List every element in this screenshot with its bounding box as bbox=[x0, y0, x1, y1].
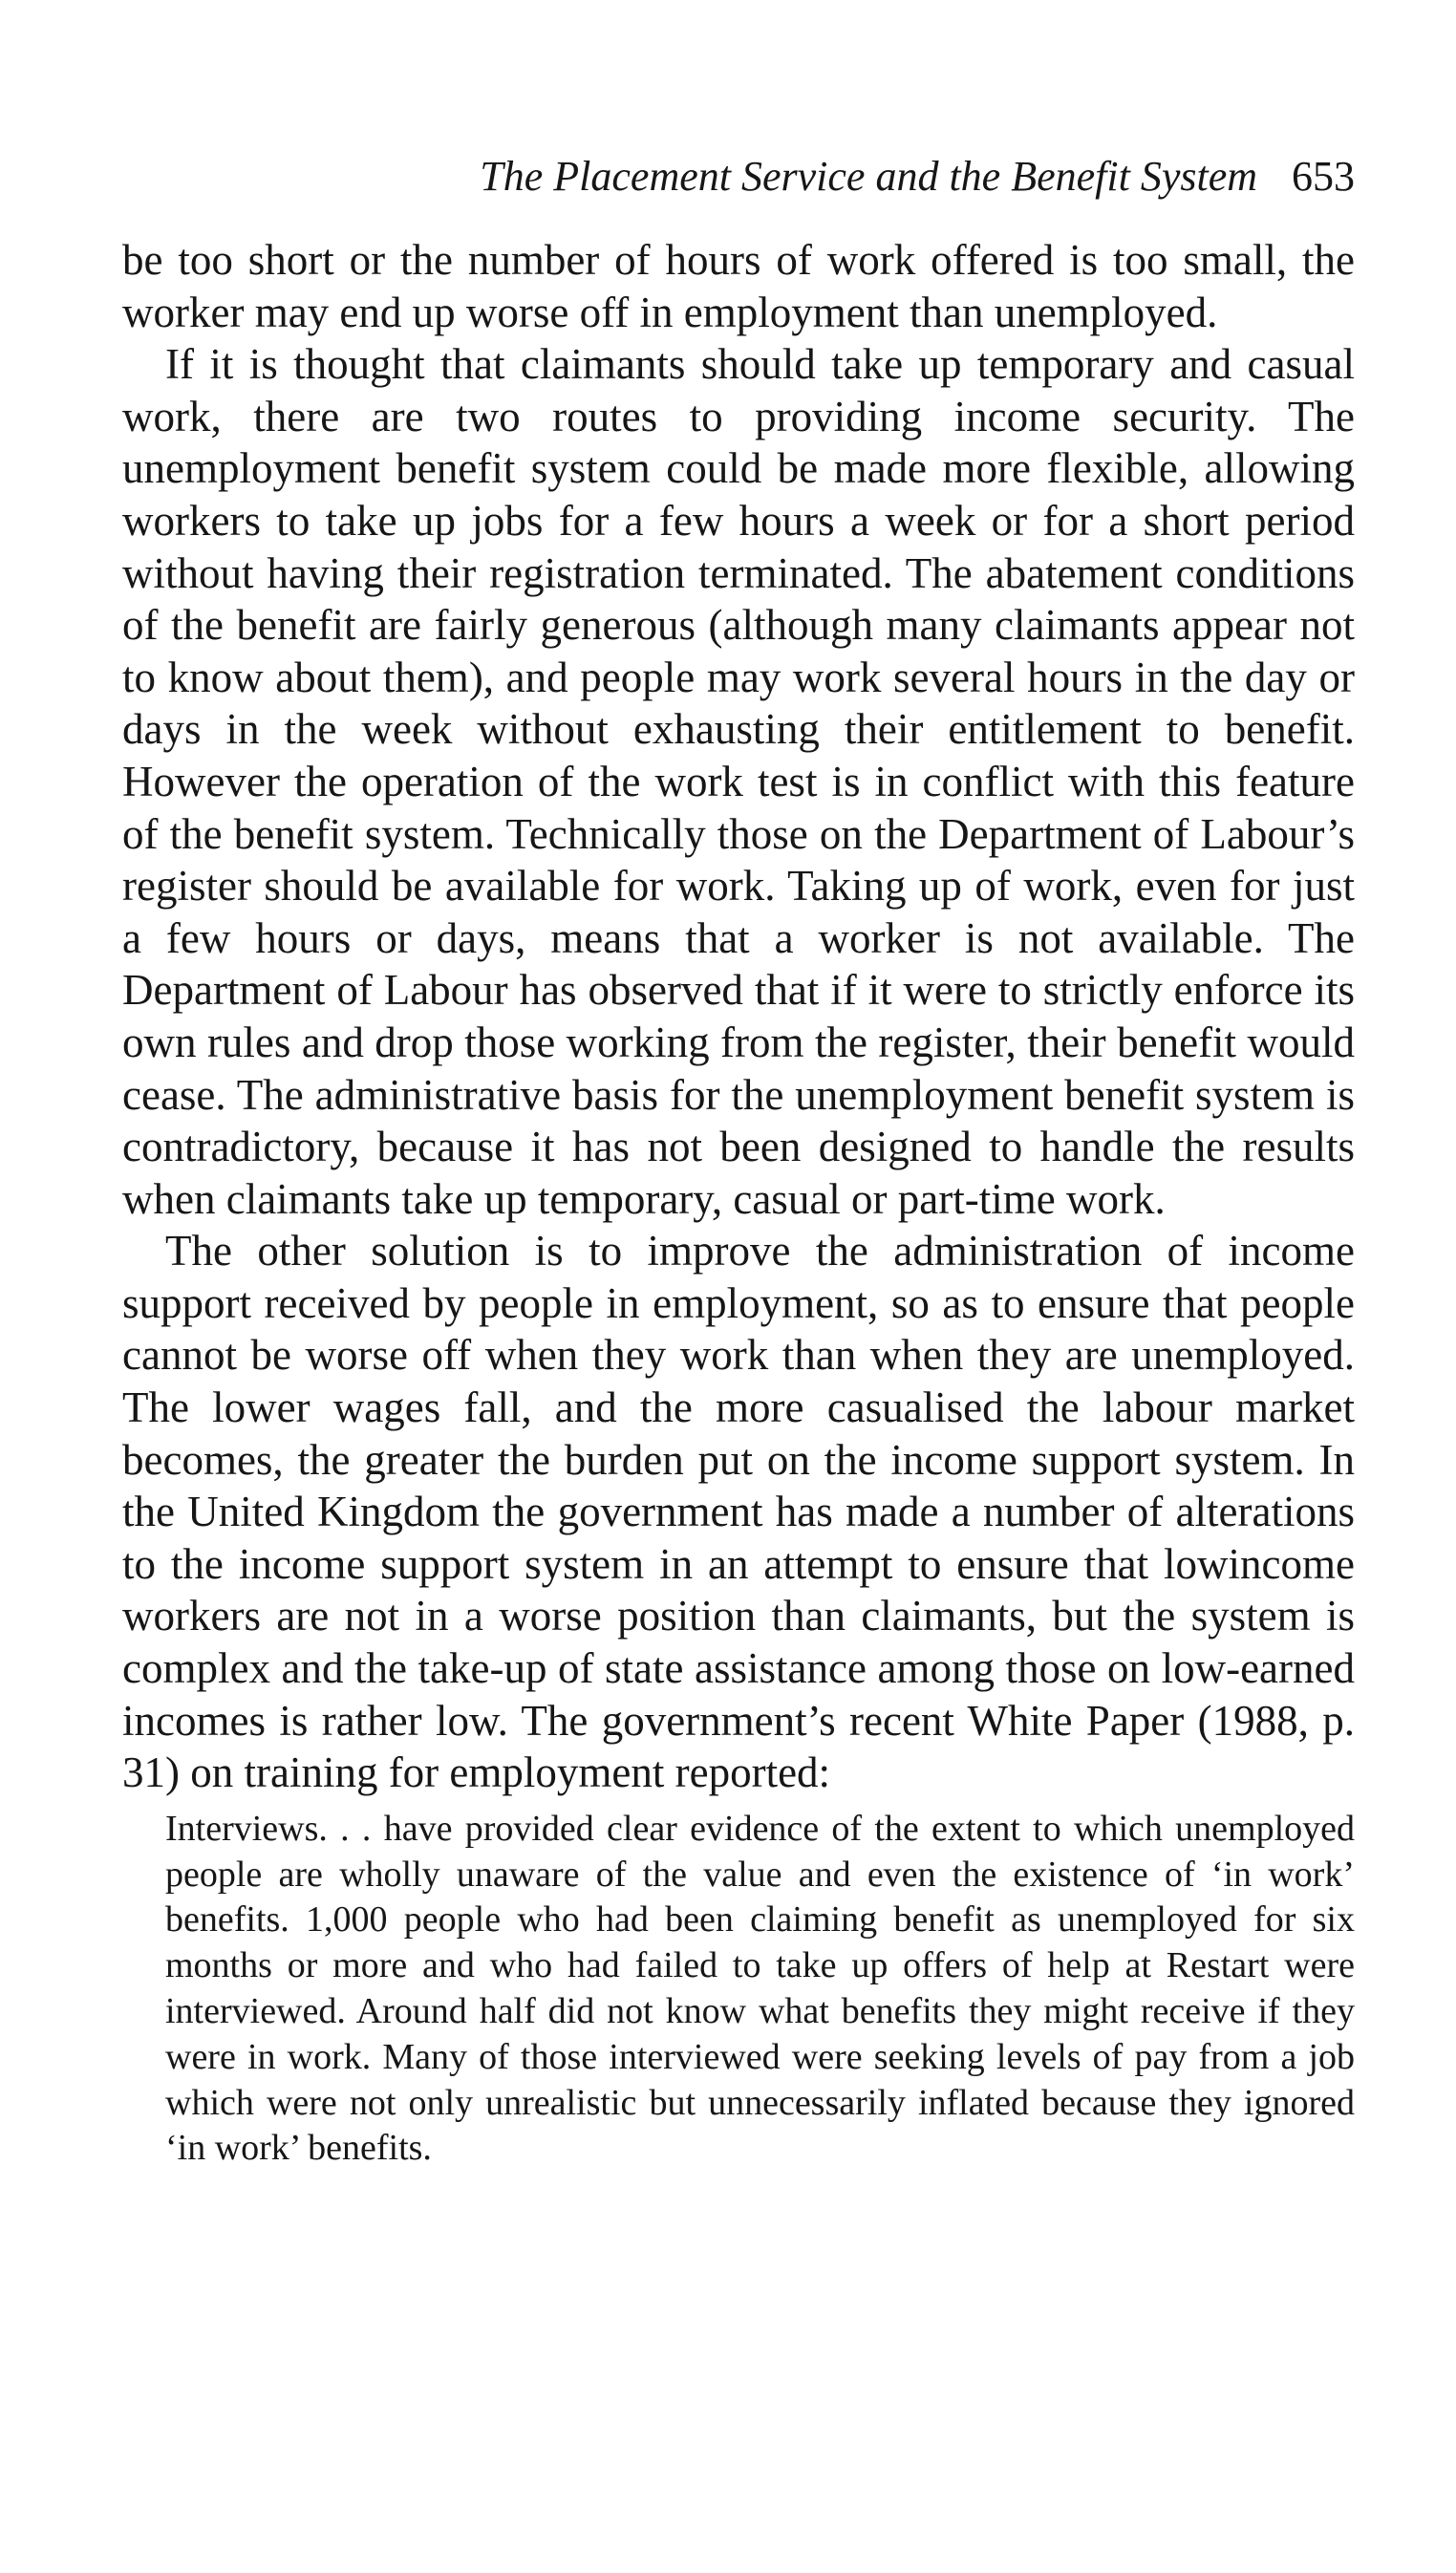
body-text bbox=[122, 234, 1355, 2172]
paragraph-other-solution: The other solution is to improve the administration of income support received by people in employment, so as to ensure that people cannot be worse off when they work than when they are unemployed. The lower wages fall, and the more casualised the labour market becomes, the greater the burden put on the income support system. In the United Kingdom the government has made a number of alterations to the income support system in an attempt to ensure that lowincome workers are not in a worse position than claimants, but the system is complex and the take-up of state assistance among those on low-earned incomes is rather low. The government’s recent White Paper (1988, p. 31) on training for employment reported: bbox=[122, 1227, 1355, 1797]
running-header bbox=[122, 143, 1355, 210]
paragraph-continued: be too short or the number of hours of work offered is too small, the worker may end up worse off in employment than unemployed. bbox=[122, 236, 1355, 336]
block-quote-white-paper: Interviews. . . have provided clear evidence of the extent to which unemployed people are wholly unaware of the value and even the existence of ‘in work’ benefits. 1,000 people who had been claiming benefit as unemployed for six months or more and who had failed to take up offers of help at Restart were interviewed. Around half did not know what benefits they might receive if they were in work. Many of those interviewed were seeking levels of pay from a job which were not only unrealistic but unnecessarily inflated because they ignored ‘in work’ benefits. bbox=[165, 1808, 1355, 2169]
page-number: 653 bbox=[1292, 153, 1355, 200]
running-title: The Placement Service and the Benefit System bbox=[480, 153, 1257, 200]
paragraph-two-routes: If it is thought that claimants should take up temporary and casual work, there are two routes to providing income security. The unemployment benefit system could be made more flexible, allowing workers to take up jobs for a few hours a week or for a short period without having their registration terminated. The abatement conditions of the benefit are fairly generous (although many claimants appear not to know about them), and people may work several hours in the day or days in the week without exhausting their entitlement to benefit. However the operation of the work test is in conflict with this feature of the benefit system. Technically those on the Department of Labour’s register should be available for work. Taking up of work, even for just a few hours or days, means that a worker is not available. The Department of Labour has observed that if it were to strictly enforce its own rules and drop those working from the register, their benefit would cease. The administrative basis for the unemployment benefit system is contradictory, because it has not been designed to handle the results when claimants take up temporary, casual or part-time work. bbox=[122, 340, 1355, 1223]
